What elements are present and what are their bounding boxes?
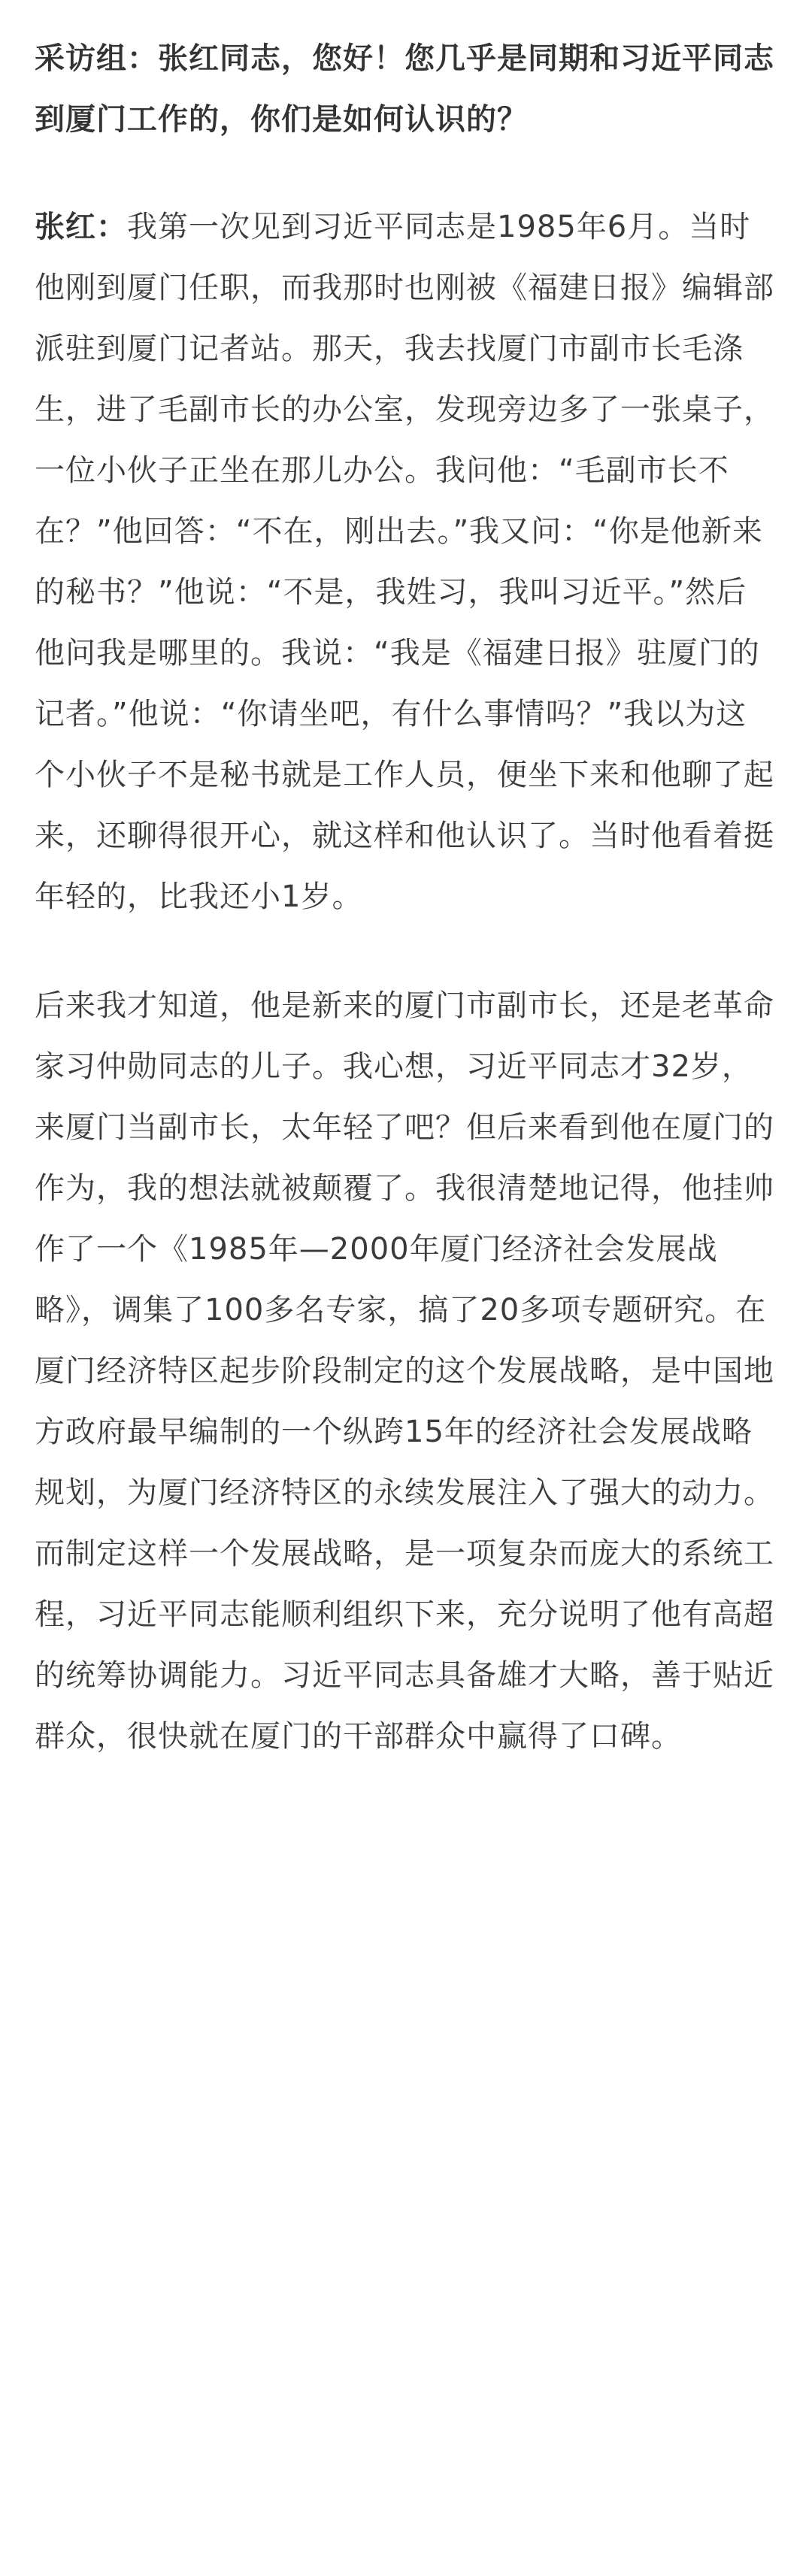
interview-answer xyxy=(35,197,777,928)
answer-speaker: 张红： xyxy=(35,210,127,244)
paragraph-spacer xyxy=(35,928,777,976)
paragraph-spacer xyxy=(35,150,777,197)
answer-text: 我第一次见到习近平同志是1985年6月。当时他刚到厦门任职，而我那时也刚被《福建日报》编辑部派驻到厦门记者站。那天，我去找厦门市副市长毛涤生，进了毛副市长的办公室，发现旁边多了一张桌子，一位小伙子正坐在那儿办公。我问他：“毛副市长不在？”他回答：“不在，刚出去。”我又问：“你是他新来的秘书？”他说：“不是，我姓习，我叫习近平。”然后他问我是哪里的。我说：“我是《福建日报》驻厦门的记者。”他说：“你请坐吧，有什么事情吗？”我以为这个小伙子不是秘书就是工作人员，便坐下来和他聊了起来，还聊得很开心，就这样和他认识了。当时他看着挺年轻的，比我还小1岁。 xyxy=(35,210,774,914)
answer-paragraph-2: 后来我才知道，他是新来的厦门市副市长，还是老革命家习仲勋同志的儿子。我心想，习近平同志才32岁，来厦门当副市长，太年轻了吧？但后来看到他在厦门的作为，我的想法就被颠覆了。我很清楚地记得，他挂帅作了一个《1985年—2000年厦门经济社会发展战略》，调集了100多名专家，搞了20多项专题研究。在厦门经济特区起步阶段制定的这个发展战略，是中国地方政府最早编制的一个纵跨15年的经济社会发展战略规划，为厦门经济特区的永续发展注入了强大的动力。而制定这样一个发展战略，是一项复杂而庞大的系统工程，习近平同志能顺利组织下来，充分说明了他有高超的统筹协调能力。习近平同志具备雄才大略，善于贴近群众，很快就在厦门的干部群众中赢得了口碑。 xyxy=(35,988,774,1754)
interview-question xyxy=(35,29,777,150)
question-speaker: 采访组： xyxy=(35,41,158,76)
question-text: 张红同志，您好！您几乎是同期和习近平同志到厦门工作的，你们是如何认识的？ xyxy=(35,41,774,137)
